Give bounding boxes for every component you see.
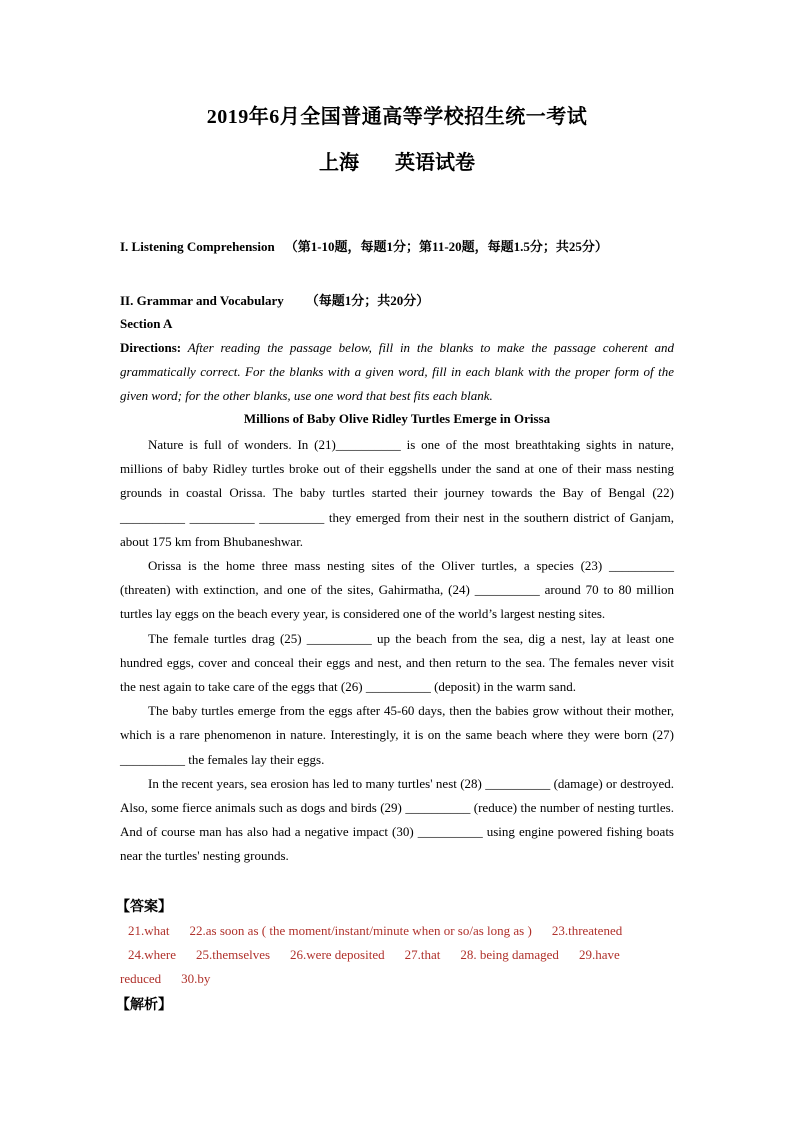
section-a-heading: Section A — [120, 316, 173, 331]
passage-title: Millions of Baby Olive Ridley Turtles Emerge in Orissa — [243, 411, 551, 426]
answer-item: 26.were deposited — [290, 947, 385, 963]
exam-title: 2019年6月全国普通高等学校招生统一考试 — [206, 106, 588, 128]
answer-item: 25.themselves — [196, 947, 271, 963]
answer-list — [120, 919, 674, 992]
section-listening-label: I. Listening Comprehension — [120, 239, 275, 254]
section-listening-heading — [120, 236, 608, 255]
answer-item: 27.that — [404, 947, 441, 963]
answer-label: 【答案】 — [116, 899, 172, 915]
passage — [120, 433, 674, 869]
section-grammar-heading — [120, 290, 429, 309]
exam-subject: 英语试卷 — [395, 152, 475, 174]
exam-subtitle — [120, 146, 674, 175]
answer-item: 22.as soon as ( the moment/instant/minute when or so/as long as ) — [189, 923, 532, 938]
passage-paragraph: In the recent years, sea erosion has led to many turtles' nest (28) __________ (damage) or destroyed. Also, some fierce animals such as dogs and birds (29) __________ (reduce) the number of nesting turtles. And of course man has also had a negative impact (30) __________ using engine powered fishing boats near the turtles' nesting grounds. — [120, 775, 674, 864]
answer-item-continuation: reduced — [120, 971, 162, 987]
directions-label: Directions: — [120, 340, 182, 355]
section-listening-score-note: （第1-10题，每题1分；第11-20题，每题1.5分；共25分） — [284, 239, 608, 254]
answer-item: 29.have — [578, 947, 620, 963]
answer-item: 28. being damaged — [460, 947, 559, 963]
passage-paragraph: Nature is full of wonders. In (21)__________ is one of the most breathtaking sights in nature, millions of baby Ridley turtles broke out of their eggshells under the sand at one of their mass nesting grounds in coastal Orissa. The baby turtles started their journey towards the Bay of Bengal (22) __________ __________ __________ they emerged from their nest in the southern district of Ganjam, about 175 km from Bhubaneshwar. — [120, 437, 674, 549]
answer-line — [120, 919, 674, 943]
answer-item: 21.what — [128, 923, 170, 938]
passage-paragraph: Orissa is the home three mass nesting sites of the Oliver turtles, a species (23) __________ (threaten) with extinction, and one of the sites, Gahirmatha, (24) __________ around 70 to 80 million turtles lay eggs on the beach every year, is considered one of the world’s largest nesting sites. — [120, 558, 674, 622]
answer-item: 24.where — [128, 947, 177, 963]
answer-item: 30.by — [181, 971, 211, 987]
answer-line — [120, 943, 674, 967]
answer-item: 23.threatened — [551, 923, 623, 938]
directions-text: After reading the passage below, fill in the blanks to make the passage coherent and grammatically correct. For the blanks with a given word, fill in each blank with the proper form of the given word; for the other blanks, use one word that best fits each blank. — [120, 340, 674, 404]
exam-region: 上海 — [319, 152, 359, 174]
passage-paragraph: The female turtles drag (25) __________ up the beach from the sea, dig a nest, lay at least one hundred eggs, cover and conceal their eggs and nest, and then return to the sea. The females never visit the nest again to take care of the eggs that (26) __________ (deposit) in the warm sand. — [120, 630, 674, 695]
passage-paragraph: The baby turtles emerge from the eggs after 45-60 days, then the babies grow without their mother, which is a rare phenomenon in nature. Interestingly, it is on the same beach where they were born (27) __________ the females lay their eggs. — [120, 703, 674, 767]
section-grammar-score-note: （每题1分；共20分） — [305, 293, 430, 308]
answer-line — [120, 967, 674, 991]
analysis-label: 【解析】 — [116, 997, 172, 1013]
directions — [120, 336, 674, 409]
section-grammar-label: II. Grammar and Vocabulary — [120, 293, 284, 308]
